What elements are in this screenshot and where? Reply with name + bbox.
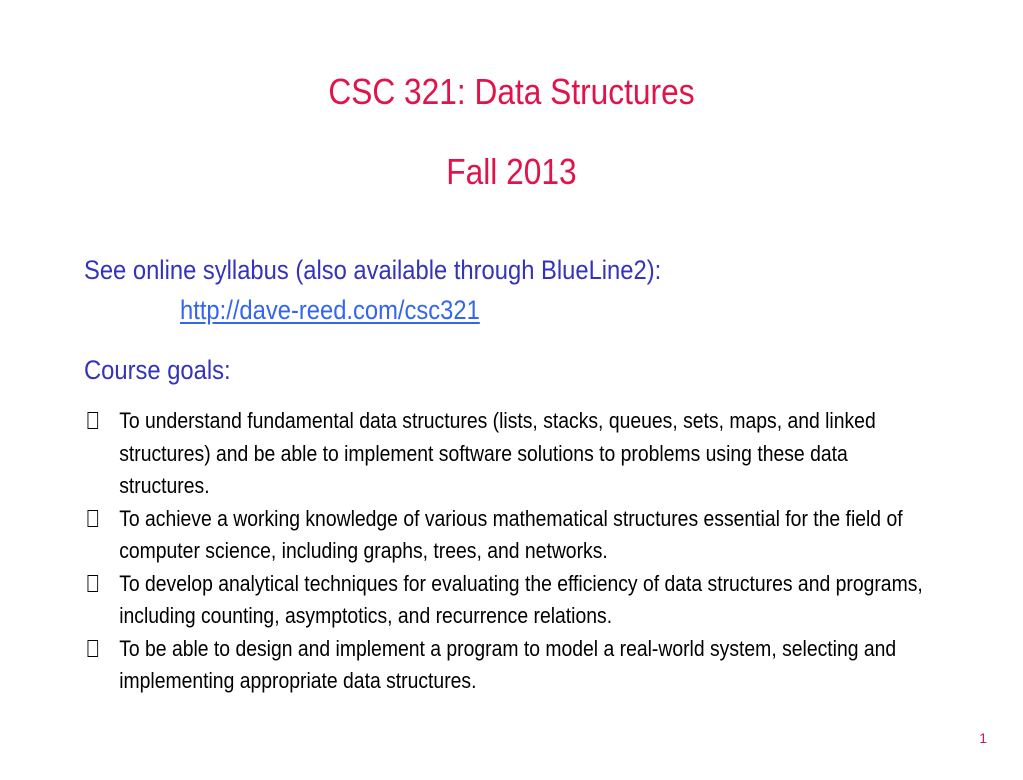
hollow-square-bullet-icon	[88, 510, 99, 527]
goal-item	[84, 405, 938, 503]
goal-item	[84, 568, 938, 633]
slide-subtitle: Fall 2013	[446, 151, 577, 192]
syllabus-text: See online syllabus (also available through BlueLine2):	[84, 255, 662, 285]
syllabus-link[interactable]: http://dave-reed.com/csc321	[180, 295, 480, 325]
goal-text: To achieve a working knowledge of various mathematical structures essential for the field of computer science, including graphs, trees, and networks.	[119, 505, 903, 563]
slide-title: CSC 321: Data Structures	[328, 71, 695, 112]
goal-text: To understand fundamental data structures (lists, stacks, queues, sets, maps, and linked structures) and be able to implement software solutions to problems using these data structures.	[119, 408, 876, 498]
hollow-square-bullet-icon	[88, 640, 99, 657]
goals-heading: Course goals:	[84, 355, 231, 385]
hollow-square-bullet-icon	[88, 575, 99, 592]
goal-item	[84, 633, 938, 698]
hollow-square-bullet-icon	[88, 412, 99, 429]
goal-text: To be able to design and implement a program to model a real-world system, selecting and implementing appropriate data structures.	[119, 635, 897, 693]
goals-list	[84, 405, 923, 698]
goal-text: To develop analytical techniques for evaluating the efficiency of data structures and programs, including counting, asymptotics, and recurrence relations.	[119, 570, 923, 628]
page-number: 1	[979, 730, 987, 746]
goal-item	[84, 503, 938, 568]
